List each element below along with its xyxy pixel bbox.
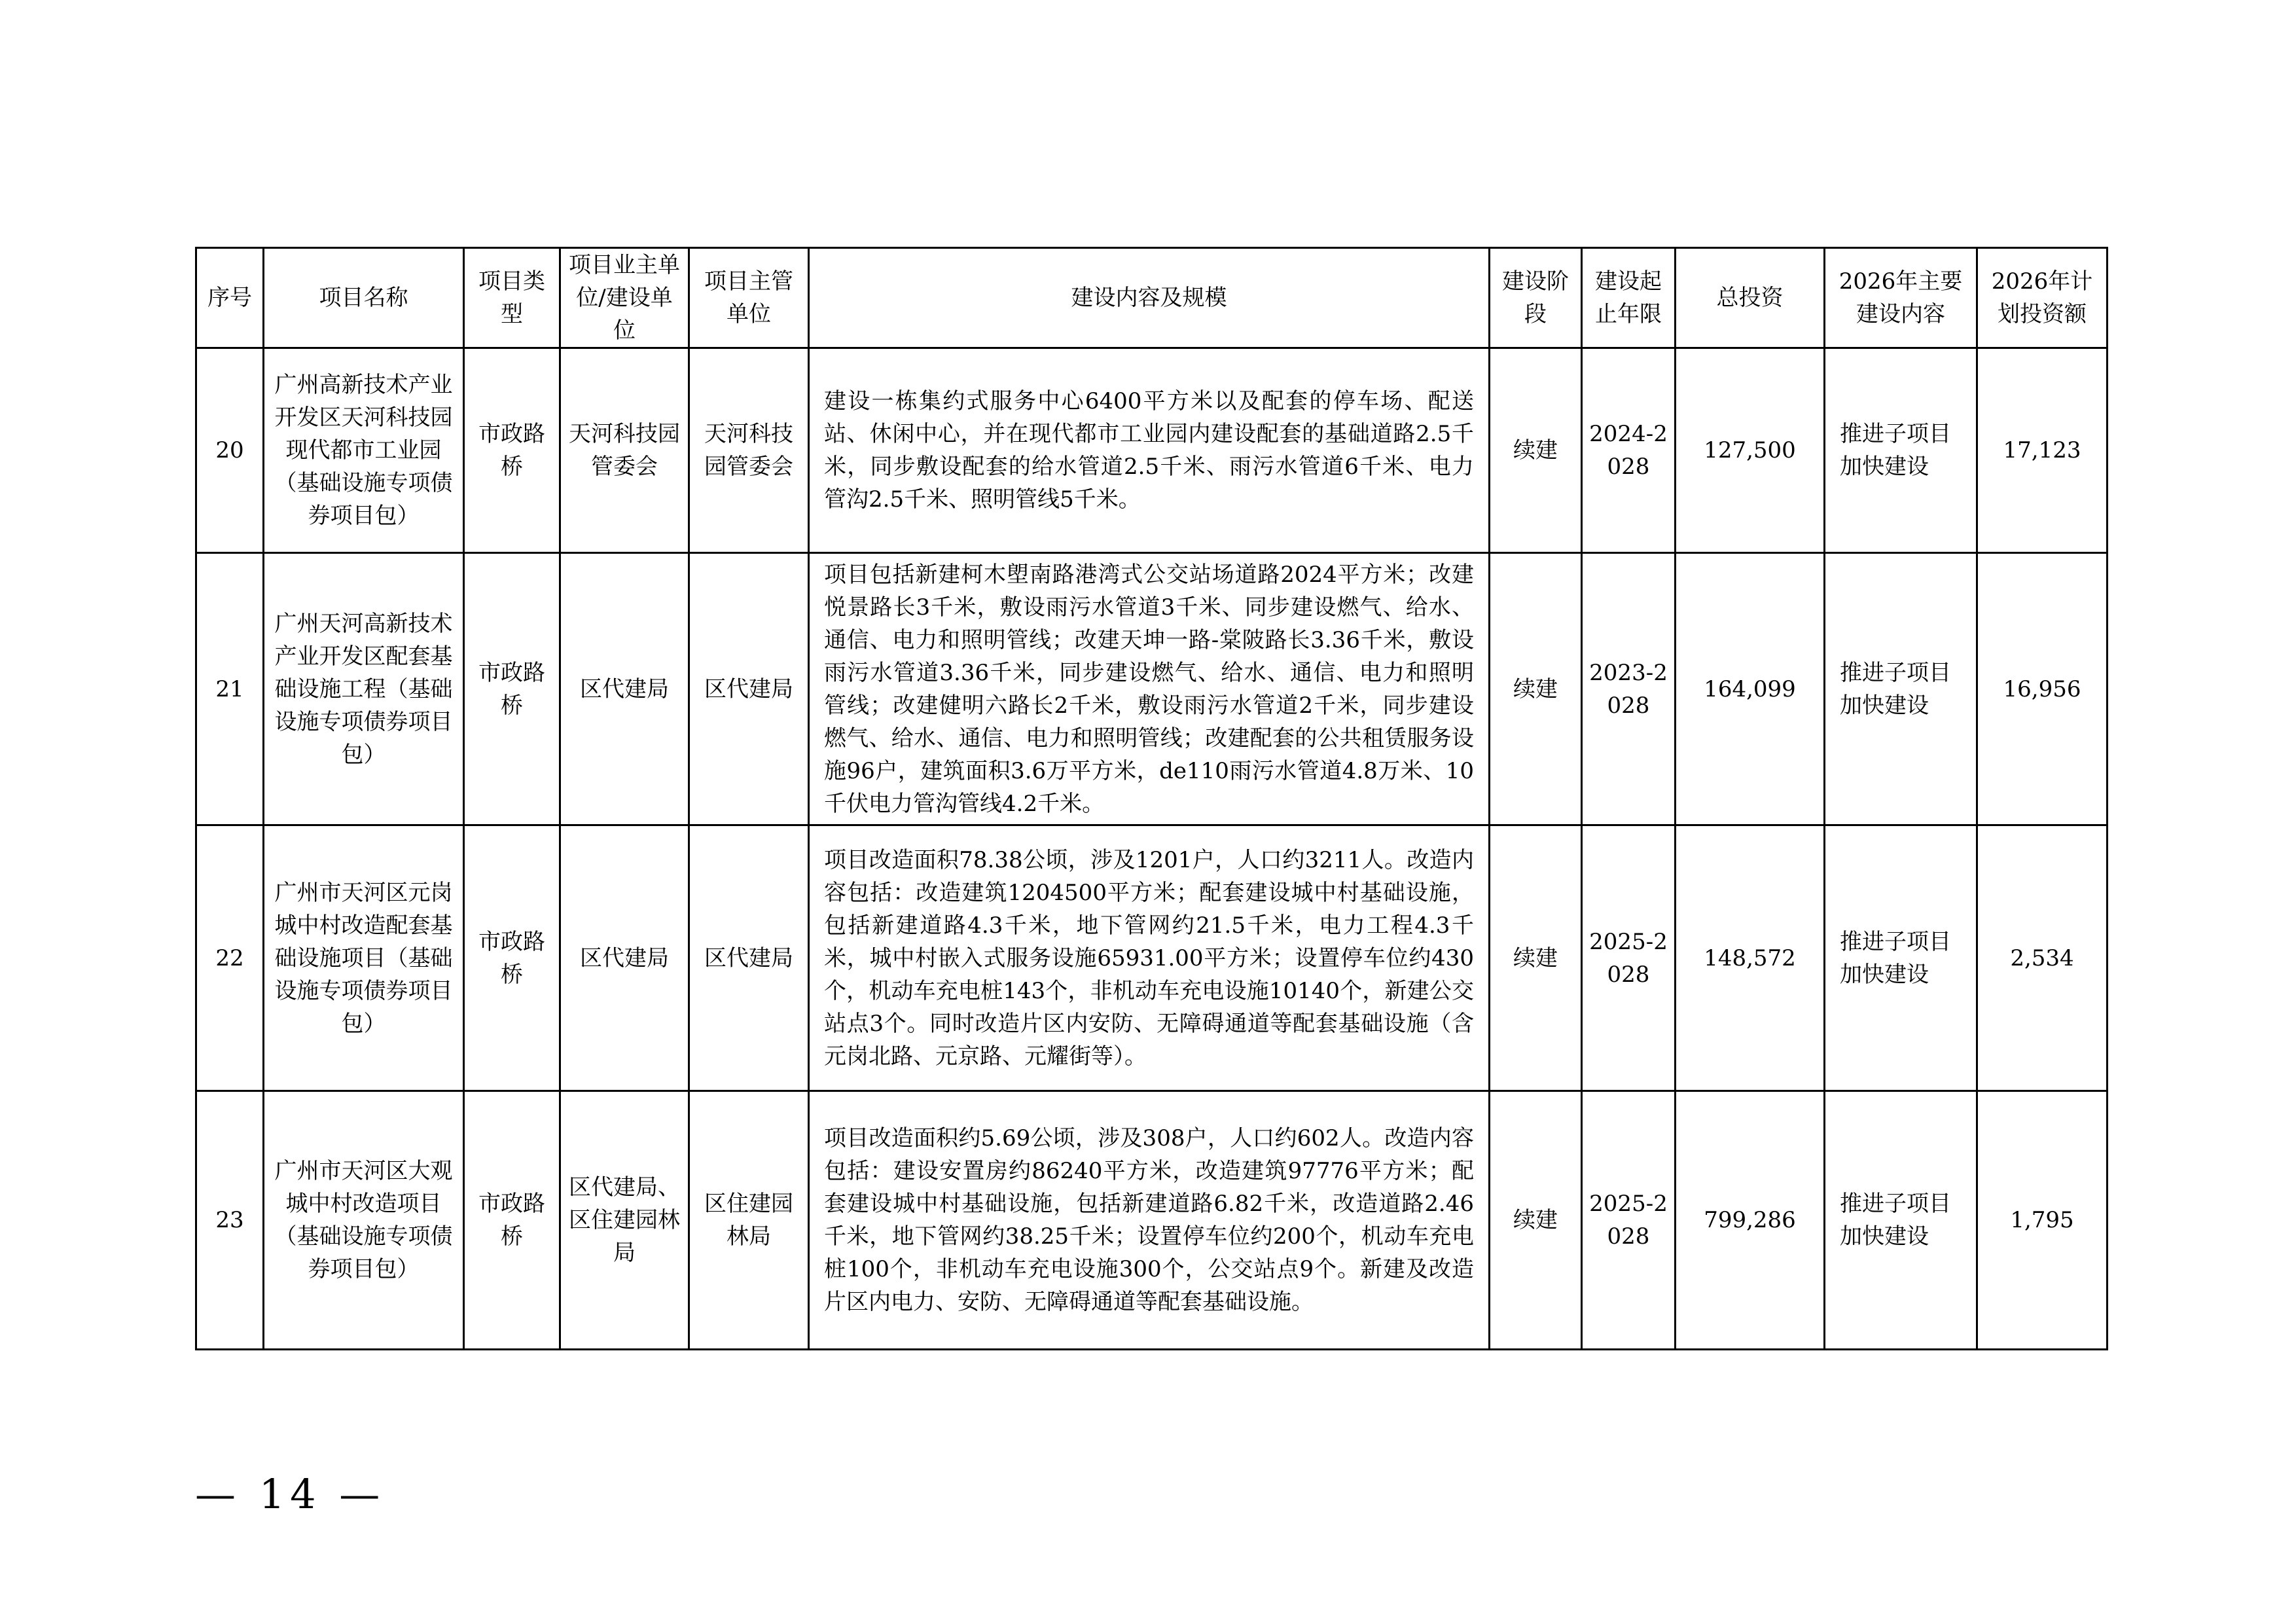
cell-supervisor-unit: 区代建局 <box>689 553 809 825</box>
cell-2026-plan: 2,534 <box>1977 825 2108 1091</box>
cell-seq: 20 <box>196 348 264 553</box>
cell-2026-focus: 推进子项目加快建设 <box>1825 553 1977 825</box>
cell-period: 2025-2028 <box>1582 825 1676 1091</box>
cell-supervisor-unit: 区代建局 <box>689 825 809 1091</box>
cell-project-type: 市政路桥 <box>464 1091 560 1350</box>
header-seq: 序号 <box>196 248 264 348</box>
cell-project-name: 广州市天河区元岗城中村改造配套基础设施项目（基础设施专项债券项目包） <box>264 825 464 1091</box>
table-row <box>196 1091 2108 1350</box>
header-supervisor-unit: 项目主管单位 <box>689 248 809 348</box>
cell-seq: 21 <box>196 553 264 825</box>
cell-period: 2025-2028 <box>1582 1091 1676 1350</box>
cell-owner-unit: 天河科技园管委会 <box>560 348 689 553</box>
project-table <box>195 247 2108 1350</box>
cell-project-type: 市政路桥 <box>464 825 560 1091</box>
header-period: 建设起止年限 <box>1582 248 1676 348</box>
cell-period: 2024-2028 <box>1582 348 1676 553</box>
cell-2026-plan: 16,956 <box>1977 553 2108 825</box>
cell-2026-plan: 1,795 <box>1977 1091 2108 1350</box>
cell-project-name: 广州市天河区大观城中村改造项目（基础设施专项债券项目包） <box>264 1091 464 1350</box>
cell-content-scale: 项目改造面积78.38公顷，涉及1201户，人口约3211人。改造内容包括：改造建筑1204500平方米；配套建设城中村基础设施，包括新建道路4.3千米，地下管网约21.5千米，电力工程4.3千米，城中村嵌入式服务设施65931.00平方米；设置停车位约430个，机动车充电桩143个，非机动车充电设施10140个，新建公交站点3个。同时改造片区内安防、无障碍通道等配套基础设施（含元岗北路、元京路、元耀街等）。 <box>809 825 1490 1091</box>
cell-stage: 续建 <box>1490 1091 1582 1350</box>
table-row <box>196 825 2108 1091</box>
table-row <box>196 553 2108 825</box>
cell-content-scale: 项目改造面积约5.69公顷，涉及308户，人口约602人。改造内容包括：建设安置房约86240平方米，改造建筑97776平方米；配套建设城中村基础设施，包括新建道路6.82千米，改造道路2.46千米，地下管网约38.25千米；设置停车位约200个，机动车充电桩100个，非机动车充电设施300个，公交站点9个。新建及改造片区内电力、安防、无障碍通道等配套基础设施。 <box>809 1091 1490 1350</box>
page-number: — 14 — <box>195 1470 386 1518</box>
header-project-name: 项目名称 <box>264 248 464 348</box>
cell-project-type: 市政路桥 <box>464 553 560 825</box>
header-content-scale: 建设内容及规模 <box>809 248 1490 348</box>
cell-project-name: 广州高新技术产业开发区天河科技园现代都市工业园（基础设施专项债券项目包） <box>264 348 464 553</box>
cell-total-investment: 127,500 <box>1676 348 1825 553</box>
cell-stage: 续建 <box>1490 825 1582 1091</box>
table-header-row <box>196 248 2108 348</box>
header-project-type: 项目类型 <box>464 248 560 348</box>
cell-total-investment: 148,572 <box>1676 825 1825 1091</box>
cell-owner-unit: 区代建局 <box>560 553 689 825</box>
cell-owner-unit: 区代建局 <box>560 825 689 1091</box>
header-2026-focus: 2026年主要建设内容 <box>1825 248 1977 348</box>
cell-2026-focus: 推进子项目加快建设 <box>1825 1091 1977 1350</box>
cell-stage: 续建 <box>1490 553 1582 825</box>
cell-project-name: 广州天河高新技术产业开发区配套基础设施工程（基础设施专项债券项目包） <box>264 553 464 825</box>
cell-total-investment: 799,286 <box>1676 1091 1825 1350</box>
table-row <box>196 348 2108 553</box>
cell-owner-unit: 区代建局、区住建园林局 <box>560 1091 689 1350</box>
cell-content-scale: 建设一栋集约式服务中心6400平方米以及配套的停车场、配送站、休闲中心，并在现代都市工业园内建设配套的基础道路2.5千米，同步敷设配套的给水管道2.5千米、雨污水管道6千米、电力管沟2.5千米、照明管线5千米。 <box>809 348 1490 553</box>
cell-seq: 23 <box>196 1091 264 1350</box>
cell-total-investment: 164,099 <box>1676 553 1825 825</box>
cell-seq: 22 <box>196 825 264 1091</box>
cell-stage: 续建 <box>1490 348 1582 553</box>
cell-2026-plan: 17,123 <box>1977 348 2108 553</box>
header-stage: 建设阶段 <box>1490 248 1582 348</box>
header-owner-unit: 项目业主单位/建设单位 <box>560 248 689 348</box>
cell-supervisor-unit: 天河科技园管委会 <box>689 348 809 553</box>
cell-period: 2023-2028 <box>1582 553 1676 825</box>
cell-2026-focus: 推进子项目加快建设 <box>1825 348 1977 553</box>
cell-content-scale: 项目包括新建柯木塱南路港湾式公交站场道路2024平方米；改建悦景路长3千米，敷设雨污水管道3千米、同步建设燃气、给水、通信、电力和照明管线；改建天坤一路-棠陂路长3.36千米，敷设雨污水管道3.36千米，同步建设燃气、给水、通信、电力和照明管线；改建健明六路长2千米，敷设雨污水管道2千米，同步建设燃气、给水、通信、电力和照明管线；改建配套的公共租赁服务设施96户，建筑面积3.6万平方米，de110雨污水管道4.8万米、10千伏电力管沟管线4.2千米。 <box>809 553 1490 825</box>
header-total-investment: 总投资 <box>1676 248 1825 348</box>
header-2026-plan: 2026年计划投资额 <box>1977 248 2108 348</box>
cell-supervisor-unit: 区住建园林局 <box>689 1091 809 1350</box>
cell-2026-focus: 推进子项目加快建设 <box>1825 825 1977 1091</box>
cell-project-type: 市政路桥 <box>464 348 560 553</box>
